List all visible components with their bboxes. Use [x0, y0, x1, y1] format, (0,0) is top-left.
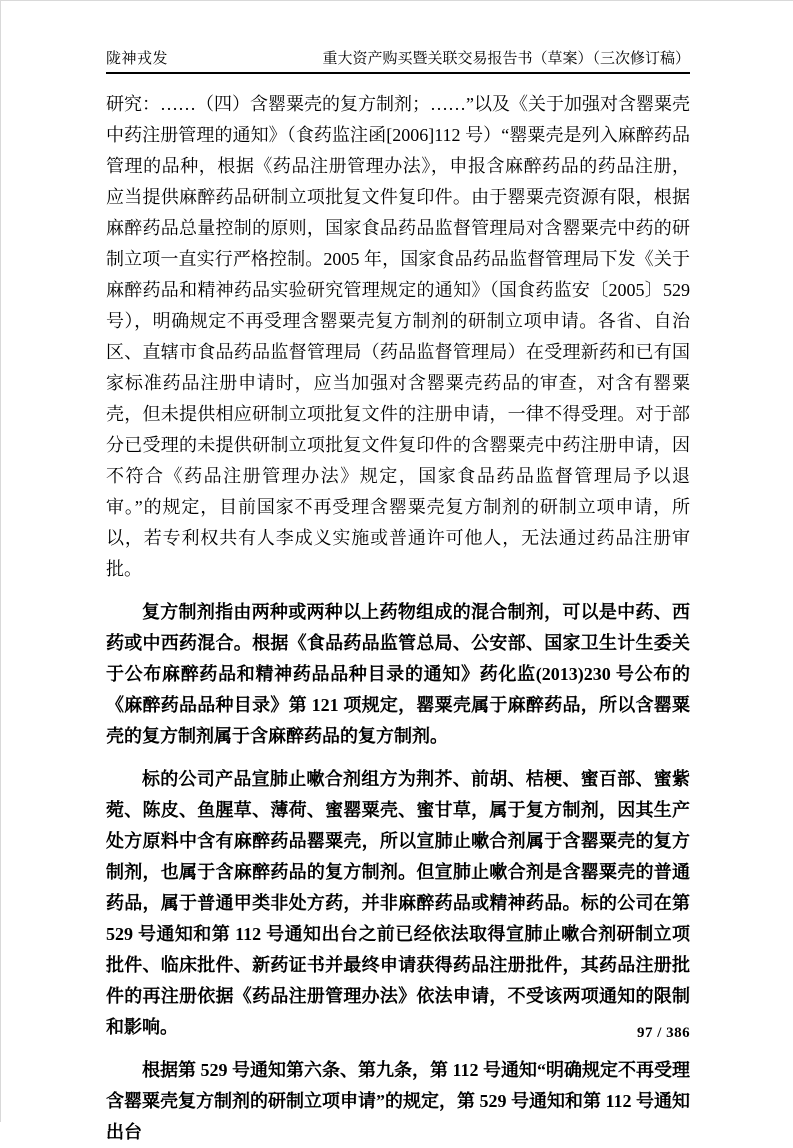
page-footer — [1, 1025, 793, 1049]
body-paragraph-1: 研究：……（四）含罂粟壳的复方制剂；……”以及《关于加强对含罂粟壳中药注册管理的通知》（食药监注函[2006]112 号）“罂粟壳是列入麻醉药品管理的品种，根据《药品注册管理办法》，申报含麻醉药品的药品注册，应当提供麻醉药品研制立项批复文件复印件。由于罂粟壳资源有限，根据麻醉药品总量控制的原则，国家食品药品监督管理局对含罂粟壳中药的研制立项一直实行严格控制。2005 年，国家食品药品监督管理局下发《关于麻醉药品和精神药品实验研究管理规定的通知》（国食药监安〔2005〕529 号），明确规定不再受理含罂粟壳复方制剂的研制立项申请。各省、自治区、直辖市食品药品监督管理局（药品监督管理局）在受理新药和已有国家标准药品注册申请时，应当加强对含罂粟壳药品的审查，对含有罂粟壳，但未提供相应研制立项批复文件的注册申请，一律不得受理。对于部分已受理的未提供研制立项批复文件复印件的含罂粟壳中药注册申请，因不符合《药品注册管理办法》规定，国家食品药品监督管理局予以退审。”的规定，目前国家不再受理含罂粟壳复方制剂的研制立项申请，所以，若专利权共有人李成义实施或普通许可他人，无法通过药品注册审批。 — [106, 94, 690, 579]
page-number: 97 / 386 — [637, 1025, 691, 1041]
document-body — [106, 89, 690, 1148]
body-paragraph-3: 标的公司产品宣肺止嗽合剂组方为荆芥、前胡、桔梗、蜜百部、蜜紫菀、陈皮、鱼腥草、薄荷、蜜罂粟壳、蜜甘草，属于复方制剂，因其生产处方原料中含有麻醉药品罂粟壳，所以宣肺止嗽合剂属于含罂粟壳的复方制剂，也属于含麻醉药品的复方制剂。但宣肺止嗽合剂是含罂粟壳的普通药品，属于普通甲类非处方药，并非麻醉药品或精神药品。标的公司在第 529 号通知和第 112 号通知出台之前已经依法取得宣肺止嗽合剂研制立项批件、临床批件、新药证书并最终申请获得药品注册批件，其药品注册批件的再注册依据《药品注册管理办法》依法申请，不受该两项通知的限制和影响。 — [106, 769, 690, 1037]
page-header — [106, 49, 690, 74]
body-paragraph-2: 复方制剂指由两种或两种以上药物组成的混合制剂，可以是中药、西药或中西药混合。根据《食品药品监管总局、公安部、国家卫生计生委关于公布麻醉药品和精神药品品种目录的通知》药化监(2013)230 号公布的《麻醉药品品种目录》第 121 项规定，罂粟壳属于麻醉药品，所以含罂粟壳的复方制剂属于含麻醉药品的复方制剂。 — [106, 602, 690, 746]
header-document-title: 重大资产购买暨关联交易报告书（草案）（三次修订稿） — [322, 51, 690, 67]
header-company-name: 陇神戎发 — [106, 51, 169, 67]
body-paragraph-4: 根据第 529 号通知第六条、第九条，第 112 号通知“明确规定不再受理含罂粟壳复方制剂的研制立项申请”的规定，第 529 号通知和第 112 号通知出台 — [106, 1060, 691, 1142]
